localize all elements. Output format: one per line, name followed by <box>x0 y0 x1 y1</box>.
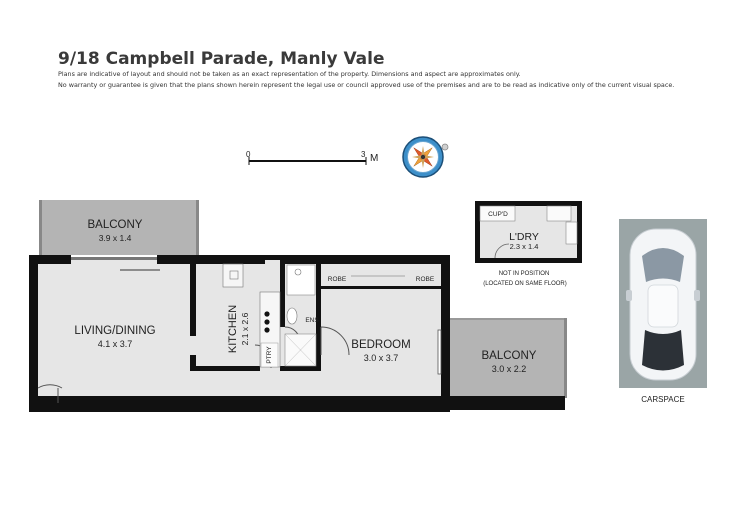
laundry-name: L'DRY <box>509 231 539 243</box>
kitchen-name: KITCHEN <box>227 304 239 354</box>
scale-bar <box>246 150 378 165</box>
laundry-dims: 2.3 x 1.4 <box>509 242 539 251</box>
compass-icon <box>403 137 448 177</box>
balcony-top-name: BALCONY <box>87 219 143 231</box>
robe-left-label: ROBE <box>327 276 347 283</box>
scale-start-label: 0 <box>246 150 251 159</box>
robe-right-label: ROBE <box>415 276 435 283</box>
living-dims: 4.1 x 3.7 <box>97 339 133 349</box>
carspace <box>619 219 707 388</box>
balcony-right-dims: 3.0 x 2.2 <box>491 364 527 374</box>
balcony-top-dims: 3.9 x 1.4 <box>98 233 132 243</box>
car-icon <box>626 229 700 380</box>
located-note: (LOCATED ON SAME FLOOR) <box>483 281 567 287</box>
stove-burner-icon <box>264 311 269 316</box>
scale-unit-label: M <box>370 153 379 164</box>
disclaimer-line-1: Plans are indicative of layout and should not be taken as an exact representation of the property. Dimensions and aspect are approximates only. <box>58 70 521 78</box>
bedroom-name: BEDROOM <box>351 339 411 351</box>
stove-burner-icon <box>264 327 269 332</box>
not-in-position-note: NOT IN POSITION <box>498 271 550 277</box>
kitchen-dims: 2.1 x 2.6 <box>240 312 250 346</box>
page-title: 9/18 Campbell Parade, Manly Vale <box>58 49 385 69</box>
living-name: LIVING/DINING <box>74 325 156 337</box>
cupboard-label: CUP'D <box>488 211 508 218</box>
carspace-label: CARSPACE <box>641 395 685 404</box>
ensuite-label: ENS <box>305 317 319 324</box>
disclaimer-line-2: No warranty or guarantee is given that the plans shown herein represent the legal use or council approved use of the premises and are to be read as indicative only of the current visual space. <box>58 81 675 89</box>
balcony-right-name: BALCONY <box>481 350 537 362</box>
bedroom-dims: 3.0 x 3.7 <box>363 353 399 363</box>
stove-burner-icon <box>264 319 269 324</box>
toilet-icon <box>287 308 297 324</box>
laundry <box>475 201 582 263</box>
scale-end-label: 3 <box>361 150 366 159</box>
pantry-label: PTRY <box>266 346 273 364</box>
